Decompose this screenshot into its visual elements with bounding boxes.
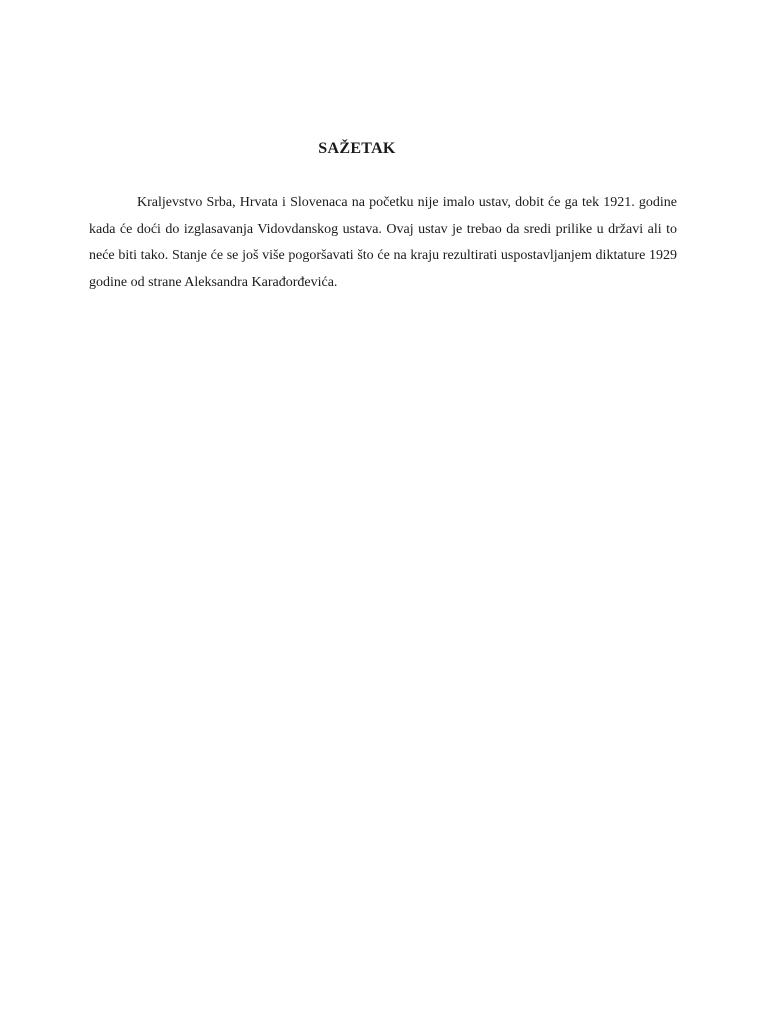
abstract-paragraph: Kraljevstvo Srba, Hrvata i Slovenaca na početku nije imalo ustav, dobit će ga tek 1921. godine kada će doći do izglasavanja Vidovdanskog ustava. Ovaj ustav je trebao da sredi prilike u državi ali to neće biti tako. Stanje će se još više pogoršavati što će na kraju rezultirati uspostavljanjem diktature 1929 godine od strane Aleksandra Karađorđevića. bbox=[89, 195, 677, 290]
document-title: SAŽETAK bbox=[318, 140, 396, 157]
